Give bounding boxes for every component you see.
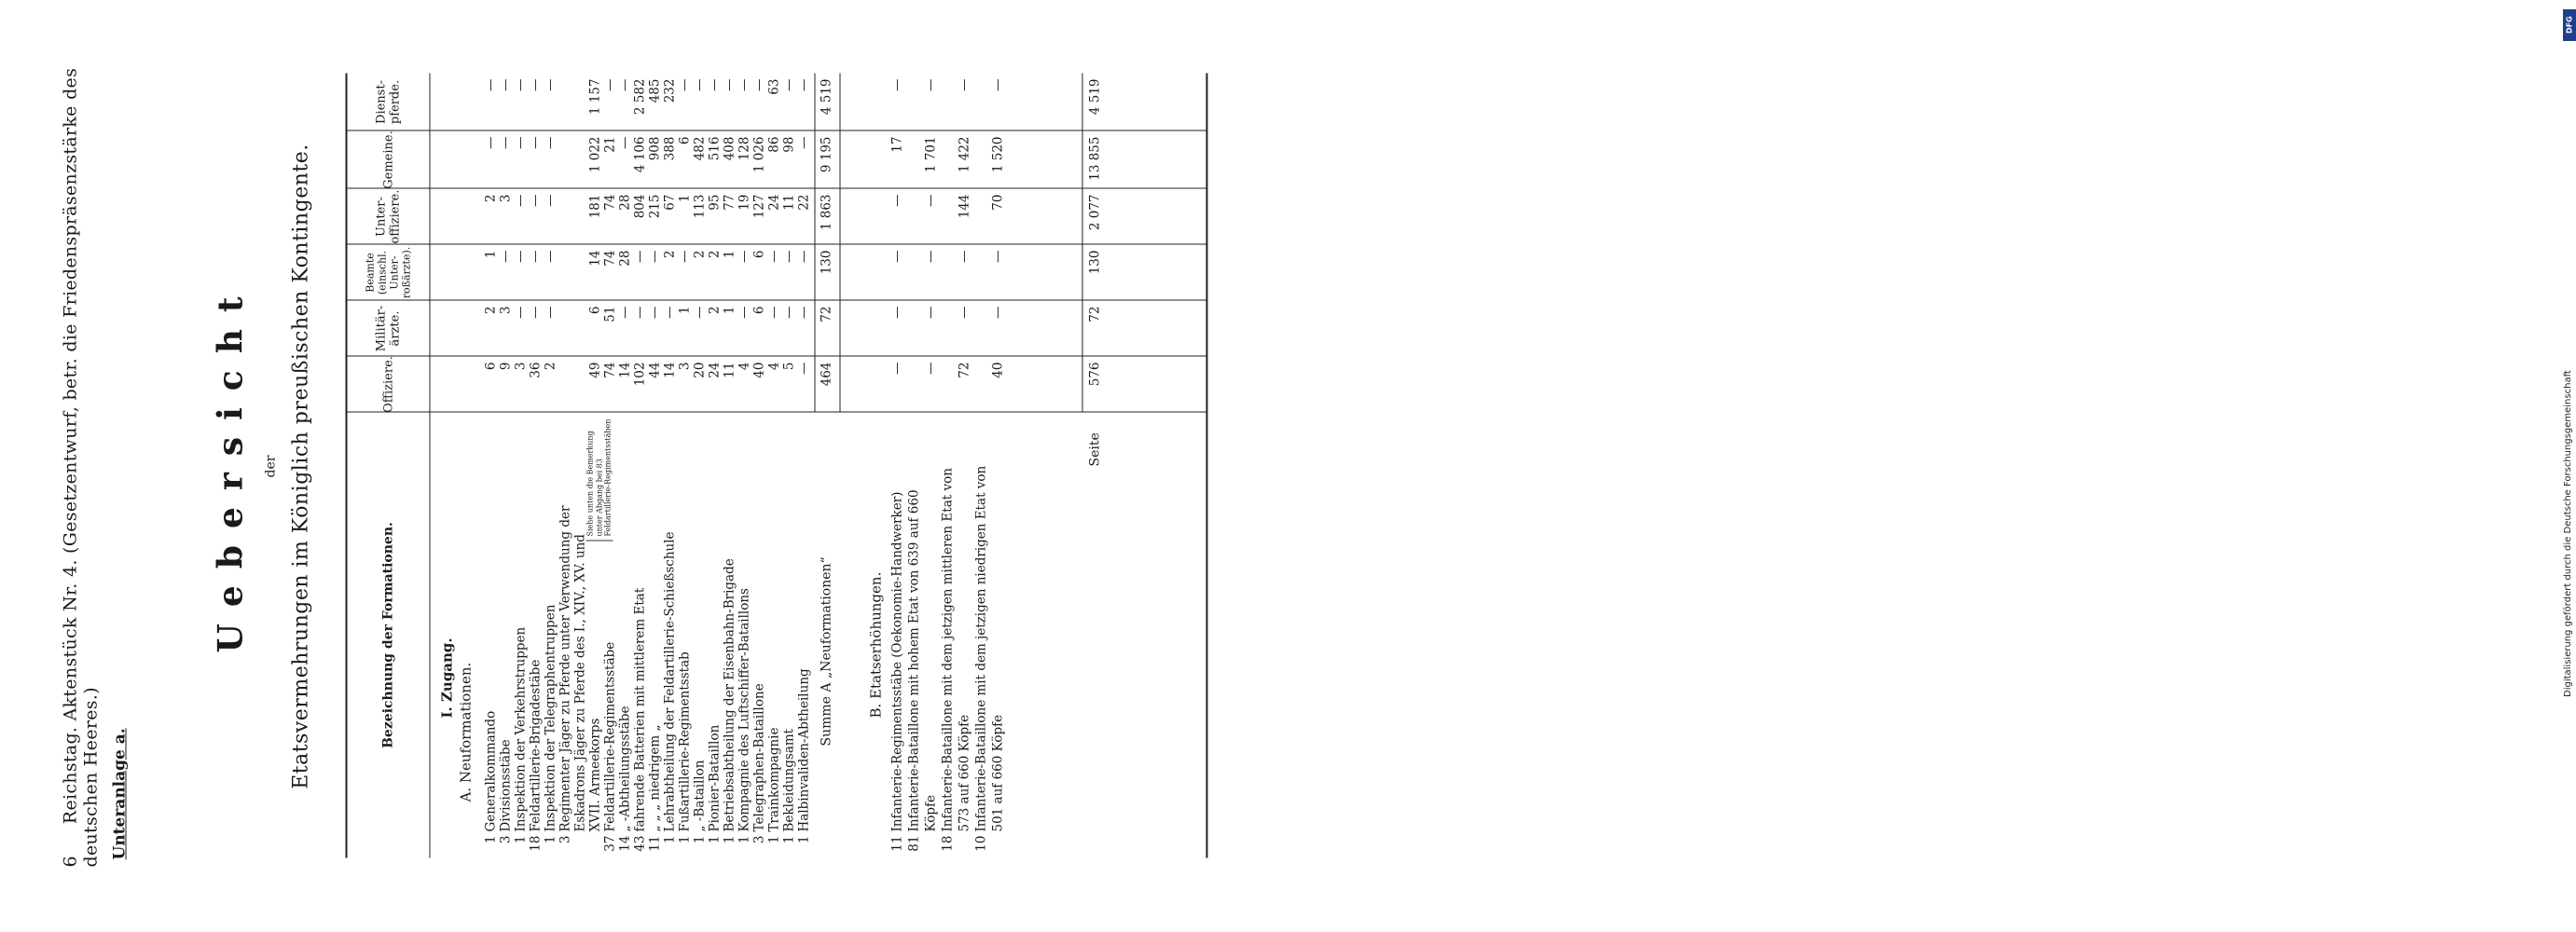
cell-offiziere: 102	[632, 362, 647, 386]
cell-dienstpferde: —	[957, 78, 971, 91]
cell-beamte: —	[990, 250, 1005, 263]
column-header-unteroffiziere: Unter-offiziere.	[374, 189, 402, 243]
cell-dienstpferde: —	[923, 78, 938, 91]
cell-gemeine: —	[528, 136, 543, 149]
row-quantity: 18	[940, 835, 955, 852]
cell-offiziere: 44	[647, 362, 662, 378]
row-quantity: 81	[906, 835, 921, 852]
row-label: Generalkommando	[483, 710, 498, 831]
row-quantity: 3	[498, 835, 513, 843]
cell-offiziere: 40	[751, 362, 766, 378]
cell-aerzte: —	[513, 306, 528, 319]
cell-offiziere: —	[796, 362, 811, 375]
row-quantity: 37	[602, 835, 617, 852]
row-label: Regimenter Jäger zu Pferde unter Verwendung der	[558, 505, 572, 831]
cell-dienstpferde: 63	[766, 78, 781, 95]
row-label: Feldartillerie-Brigadestäbe	[528, 659, 543, 831]
seite-offiziere: 576	[1087, 362, 1102, 386]
summe-a-row	[819, 73, 833, 857]
cell-aerzte: 51	[602, 306, 617, 322]
row-label: Halbinvaliden-Abtheilung	[796, 667, 811, 831]
etatserhoehung-row	[889, 73, 904, 857]
cell-aerzte: —	[632, 306, 647, 319]
cell-aerzte: —	[781, 306, 796, 319]
cell-unteroffiziere: 70	[990, 194, 1005, 211]
neuformation-row	[692, 73, 707, 857]
cell-dienstpferde: —	[692, 78, 707, 91]
cell-beamte: —	[647, 250, 662, 263]
row-label: Lehrabtheilung der Feldartillerie-Schießschule	[662, 530, 677, 831]
cell-aerzte: —	[889, 306, 904, 319]
cell-gemeine: 98	[781, 136, 796, 153]
row-label: Infanterie-Bataillone mit dem jetzigen mittleren Etat von	[940, 467, 955, 831]
cell-aerzte: —	[737, 306, 751, 319]
cell-beamte: —	[923, 250, 938, 263]
cell-unteroffiziere: 181	[587, 194, 602, 218]
cell-beamte: —	[513, 250, 528, 263]
column-header-beamte: Beamte (einschl. Unter-roßärzte).	[364, 246, 412, 298]
brace-note: Siehe unten die Bemerkung unter Abgang bei 83 Feldartillerie-Regimentsstäben	[585, 415, 613, 541]
section-neuformationen: A. Neuformationen.	[457, 662, 474, 802]
cell-beamte: 28	[617, 250, 632, 267]
cell-dienstpferde: —	[889, 78, 904, 91]
summe-a-label: Summe A „Neuformationen“	[819, 555, 833, 746]
cell-gemeine: 21	[602, 136, 617, 153]
cell-offiziere: 20	[692, 362, 707, 378]
etatserhoehung-row	[923, 73, 938, 857]
cell-aerzte: 3	[498, 306, 513, 314]
seite-aerzte: 72	[1087, 306, 1102, 322]
cell-beamte: —	[632, 250, 647, 263]
cell-offiziere: 9	[498, 362, 513, 370]
cell-beamte: 14	[587, 250, 602, 267]
running-header	[60, 28, 101, 867]
row-quantity: 18	[528, 835, 543, 852]
cell-gemeine: 1 422	[957, 136, 971, 172]
cell-unteroffiziere: 11	[781, 194, 796, 211]
cell-beamte: 74	[602, 250, 617, 267]
cell-gemeine: 482	[692, 136, 707, 160]
section-etatserhoehungen: B. Etatserhöhungen.	[867, 571, 884, 718]
row-label: „ „ „ niedrigem „	[647, 724, 662, 831]
cell-beamte: 2	[662, 250, 677, 258]
cell-beamte: —	[677, 250, 692, 263]
cell-beamte: —	[498, 250, 513, 263]
cell-gemeine: 1 026	[751, 136, 766, 172]
row-label: Telegraphen-Bataillone	[751, 682, 766, 831]
cell-beamte: —	[781, 250, 796, 263]
cell-dienstpferde: —	[602, 78, 617, 91]
row-label: XVII. Armeekorps	[587, 718, 602, 831]
summe-a-beamte: 130	[819, 250, 833, 274]
cell-aerzte: 2	[707, 306, 722, 314]
cell-aerzte: 6	[751, 306, 766, 314]
cell-gemeine: —	[543, 136, 558, 149]
cell-gemeine: —	[483, 136, 498, 149]
cell-aerzte: 1	[677, 306, 692, 314]
etatserhoehung-row	[957, 73, 971, 857]
cell-beamte: 1	[722, 250, 737, 258]
row-quantity: 1	[766, 835, 781, 843]
cell-beamte: 2	[707, 250, 722, 258]
cell-dienstpferde: 2 582	[632, 78, 647, 115]
neuformation-row	[766, 73, 781, 857]
row-quantity: 1	[781, 835, 796, 843]
neuformation-row	[662, 73, 677, 857]
column-header-militaeraerzte: Militär-ärzte.	[374, 305, 402, 351]
cell-beamte: —	[528, 250, 543, 263]
cell-gemeine: 17	[889, 136, 904, 153]
cell-beamte: —	[957, 250, 971, 263]
cell-dienstpferde: —	[528, 78, 543, 91]
cell-gemeine: —	[617, 136, 632, 149]
etatserhoehung-row	[940, 73, 955, 857]
cell-gemeine: 908	[647, 136, 662, 160]
column-header-dienstpferde: Dienst-pferde.	[374, 79, 402, 124]
cell-gemeine: 6	[677, 136, 692, 144]
seite-label: Seite	[1087, 432, 1102, 466]
cell-dienstpferde: —	[722, 78, 737, 91]
cell-aerzte: —	[766, 306, 781, 319]
dfg-credit-text: Digitalisierung gefördert durch die Deutsche Forschungsgemeinschaft	[2563, 370, 2573, 697]
cell-offiziere: 14	[662, 362, 677, 378]
row-label: Inspektion der Telegraphentruppen	[543, 604, 558, 831]
row-label: Divisionsstäbe	[498, 738, 513, 831]
document-subtitle: Etatsvermehrungen im Königlich preußischen Kontingente.	[289, 143, 312, 789]
cell-gemeine: 408	[722, 136, 737, 160]
cell-offiziere: 36	[528, 362, 543, 378]
cell-offiziere: 4	[766, 362, 781, 370]
neuformation-row	[513, 73, 528, 857]
cell-aerzte: 1	[722, 306, 737, 314]
row-label: Fußartillerie-Regimentsstab	[677, 651, 692, 831]
cell-gemeine: 516	[707, 136, 722, 160]
appendix-label: Unteranlage a.	[110, 727, 129, 859]
sum-rule	[1081, 73, 1082, 412]
cell-unteroffiziere: —	[889, 194, 904, 207]
cell-unteroffiziere: 3	[498, 194, 513, 202]
cell-gemeine: 388	[662, 136, 677, 160]
formations-table	[345, 73, 1207, 857]
row-label: Trainkompagnie	[766, 727, 781, 831]
cell-dienstpferde: 1 157	[587, 78, 602, 115]
cell-dienstpferde: —	[513, 78, 528, 91]
cell-beamte: —	[766, 250, 781, 263]
row-quantity: 1	[662, 835, 677, 843]
neuformation-row	[483, 73, 498, 857]
row-quantity: 1	[543, 835, 558, 843]
cell-gemeine: 1 701	[923, 136, 938, 172]
row-label: fahrende Batterien mit mittlerem Etat	[632, 587, 647, 831]
neuformation-row	[528, 73, 543, 857]
etatserhoehung-row	[973, 73, 988, 857]
neuformation-row	[617, 73, 632, 857]
summe-a-gemeine: 9 195	[819, 136, 833, 172]
document-title: Uebersicht	[211, 280, 250, 653]
cell-gemeine: 4 106	[632, 136, 647, 172]
cell-unteroffiziere: 22	[796, 194, 811, 211]
cell-beamte: 1	[483, 250, 498, 258]
row-quantity: 43	[632, 835, 647, 852]
row-quantity: 11	[647, 835, 662, 852]
etatserhoehung-row	[990, 73, 1005, 857]
cell-unteroffiziere: 95	[707, 194, 722, 211]
row-label: Kompagnie des Luftschiffer-Bataillons	[737, 587, 751, 831]
cell-offiziere: 5	[781, 362, 796, 370]
row-quantity: 14	[617, 835, 632, 852]
row-quantity: 3	[751, 835, 766, 843]
row-label: Eskadrons Jäger zu Pferde des I., XIV., XV. und	[572, 533, 587, 831]
row-label: „ -Bataillon	[692, 759, 707, 831]
cell-gemeine: 128	[737, 136, 751, 160]
running-title: Reichstag. Aktenstück Nr. 4. (Gesetzentwurf, betr. die Friedenspräsenzstärke des deutschen Heeres.)	[60, 67, 101, 867]
row-label: Betriebsabtheilung der Eisenbahn-Brigade	[722, 557, 737, 831]
cell-offiziere: 40	[990, 362, 1005, 378]
cell-dienstpferde: —	[781, 78, 796, 91]
cell-offiziere: 3	[513, 362, 528, 370]
cell-offiziere: 14	[617, 362, 632, 378]
cell-offiziere: 4	[737, 362, 751, 370]
row-quantity: 1	[722, 835, 737, 843]
row-quantity: 1	[483, 835, 498, 843]
cell-gemeine: —	[513, 136, 528, 149]
cell-offiziere: —	[923, 362, 938, 375]
cell-dienstpferde: 485	[647, 78, 662, 103]
row-quantity: 1	[796, 835, 811, 843]
cell-offiziere: 24	[707, 362, 722, 378]
row-quantity: 1	[737, 835, 751, 843]
title-connector: der	[263, 455, 278, 477]
seite-gemeine: 13 855	[1087, 136, 1102, 181]
cell-offiziere: 72	[957, 362, 971, 378]
cell-dienstpferde: —	[483, 78, 498, 91]
cell-unteroffiziere: 215	[647, 194, 662, 218]
cell-unteroffiziere: 28	[617, 194, 632, 211]
cell-aerzte: —	[647, 306, 662, 319]
row-label: Feldartillerie-Regimentsstäbe	[602, 641, 617, 831]
cell-dienstpferde: 232	[662, 78, 677, 103]
column-header-bezeichnung: Bezeichnung der Formationen.	[379, 521, 395, 748]
cell-unteroffiziere: 113	[692, 194, 707, 218]
row-label: „ -Abtheilungsstäbe	[617, 706, 632, 831]
cell-dienstpferde: —	[677, 78, 692, 91]
row-label: Pionier-Bataillon	[707, 724, 722, 831]
row-label: Infanterie-Regimentsstäbe (Oekonomie-Handwerker)	[889, 491, 904, 831]
row-quantity: 10	[973, 835, 988, 852]
row-label: Infanterie-Bataillone mit hohem Etat von 639 auf 660	[906, 488, 921, 831]
cell-unteroffiziere: —	[543, 194, 558, 207]
cell-aerzte: —	[692, 306, 707, 319]
row-label: Bekleidungsamt	[781, 728, 796, 831]
neuformation-row	[796, 73, 811, 857]
neuformation-row	[781, 73, 796, 857]
cell-dienstpferde: —	[751, 78, 766, 91]
cell-gemeine: 1 520	[990, 136, 1005, 172]
cell-dienstpferde: —	[707, 78, 722, 91]
cell-aerzte: —	[796, 306, 811, 319]
seite-dienstpferde: 4 519	[1087, 78, 1102, 115]
section-zugang: I. Zugang.	[438, 637, 455, 718]
cell-aerzte: 6	[587, 306, 602, 314]
row-label: Köpfe	[923, 794, 938, 831]
cell-aerzte: —	[957, 306, 971, 319]
neuformation-row	[722, 73, 737, 857]
cell-beamte: —	[889, 250, 904, 263]
column-header-offiziere: Offiziere.	[380, 355, 395, 413]
cell-aerzte: —	[617, 306, 632, 319]
neuformation-row	[558, 73, 572, 857]
row-label: 573 auf 660 Köpfe	[957, 714, 971, 831]
cell-dienstpferde: —	[498, 78, 513, 91]
table-top-rule	[345, 73, 347, 857]
cell-dienstpferde: —	[617, 78, 632, 91]
row-quantity: 1	[677, 835, 692, 843]
cell-unteroffiziere: 67	[662, 194, 677, 211]
cell-unteroffiziere: —	[923, 194, 938, 207]
row-quantity: 1	[692, 835, 707, 843]
summe-a-unteroffiziere: 1 863	[819, 194, 833, 230]
cell-gemeine: 1 022	[587, 136, 602, 172]
cell-dienstpferde: —	[990, 78, 1005, 91]
summe-a-aerzte: 72	[819, 306, 833, 322]
cell-aerzte: —	[923, 306, 938, 319]
cell-unteroffiziere: 74	[602, 194, 617, 211]
cell-unteroffiziere: 127	[751, 194, 766, 218]
neuformation-row	[647, 73, 662, 857]
cell-unteroffiziere: —	[528, 194, 543, 207]
cell-dienstpferde: —	[796, 78, 811, 91]
cell-offiziere: 2	[543, 362, 558, 370]
cell-beamte: —	[737, 250, 751, 263]
neuformation-row	[707, 73, 722, 857]
cell-gemeine: —	[796, 136, 811, 149]
cell-aerzte: 2	[483, 306, 498, 314]
cell-dienstpferde: —	[543, 78, 558, 91]
cell-beamte: —	[796, 250, 811, 263]
neuformation-row	[751, 73, 766, 857]
cell-beamte: 2	[692, 250, 707, 258]
neuformation-row	[737, 73, 751, 857]
sum-rule	[839, 73, 840, 412]
seite-unteroffiziere: 2 077	[1087, 194, 1102, 230]
neuformation-row	[632, 73, 647, 857]
summe-a-offiziere: 464	[819, 362, 833, 386]
table-header-rule	[429, 73, 430, 857]
cell-unteroffiziere: 1	[677, 194, 692, 202]
cell-offiziere: 49	[587, 362, 602, 378]
cell-gemeine: 86	[766, 136, 781, 153]
cell-dienstpferde: —	[737, 78, 751, 91]
cell-unteroffiziere: 144	[957, 194, 971, 218]
row-label: 501 auf 660 Köpfe	[990, 714, 1005, 831]
page-number: 6	[60, 855, 80, 867]
cell-aerzte: —	[528, 306, 543, 319]
cell-offiziere: 11	[722, 362, 737, 378]
cell-beamte: 6	[751, 250, 766, 258]
row-quantity: 1	[513, 835, 528, 843]
neuformation-row	[677, 73, 692, 857]
cell-unteroffiziere: 77	[722, 194, 737, 211]
cell-unteroffiziere: 804	[632, 194, 647, 218]
seite-beamte: 130	[1087, 250, 1102, 274]
row-label: Inspektion der Verkehrstruppen	[513, 626, 528, 831]
row-quantity: 3	[558, 835, 572, 843]
neuformation-row	[498, 73, 513, 857]
cell-offiziere: —	[889, 362, 904, 375]
cell-beamte: —	[543, 250, 558, 263]
row-quantity: 11	[889, 835, 904, 852]
cell-unteroffiziere: 19	[737, 194, 751, 211]
cell-offiziere: 3	[677, 362, 692, 370]
cell-unteroffiziere: 24	[766, 194, 781, 211]
cell-aerzte: —	[990, 306, 1005, 319]
cell-aerzte: —	[543, 306, 558, 319]
cell-offiziere: 74	[602, 362, 617, 378]
dfg-logo: DFG	[2563, 9, 2576, 41]
cell-gemeine: —	[498, 136, 513, 149]
cell-unteroffiziere: 2	[483, 194, 498, 202]
cell-offiziere: 6	[483, 362, 498, 370]
cell-aerzte: —	[662, 306, 677, 319]
sum-rule	[814, 73, 815, 412]
seite-row	[1087, 73, 1102, 857]
column-header-gemeine: Gemeine.	[380, 130, 395, 189]
table-bottom-rule	[1205, 73, 1207, 857]
row-quantity: 1	[707, 835, 722, 843]
summe-a-dienstpferde: 4 519	[819, 78, 833, 115]
row-label: Infanterie-Bataillone mit dem jetzigen niedrigen Etat von	[973, 465, 988, 831]
etatserhoehung-row	[906, 73, 921, 857]
neuformation-row	[543, 73, 558, 857]
cell-unteroffiziere: —	[513, 194, 528, 207]
